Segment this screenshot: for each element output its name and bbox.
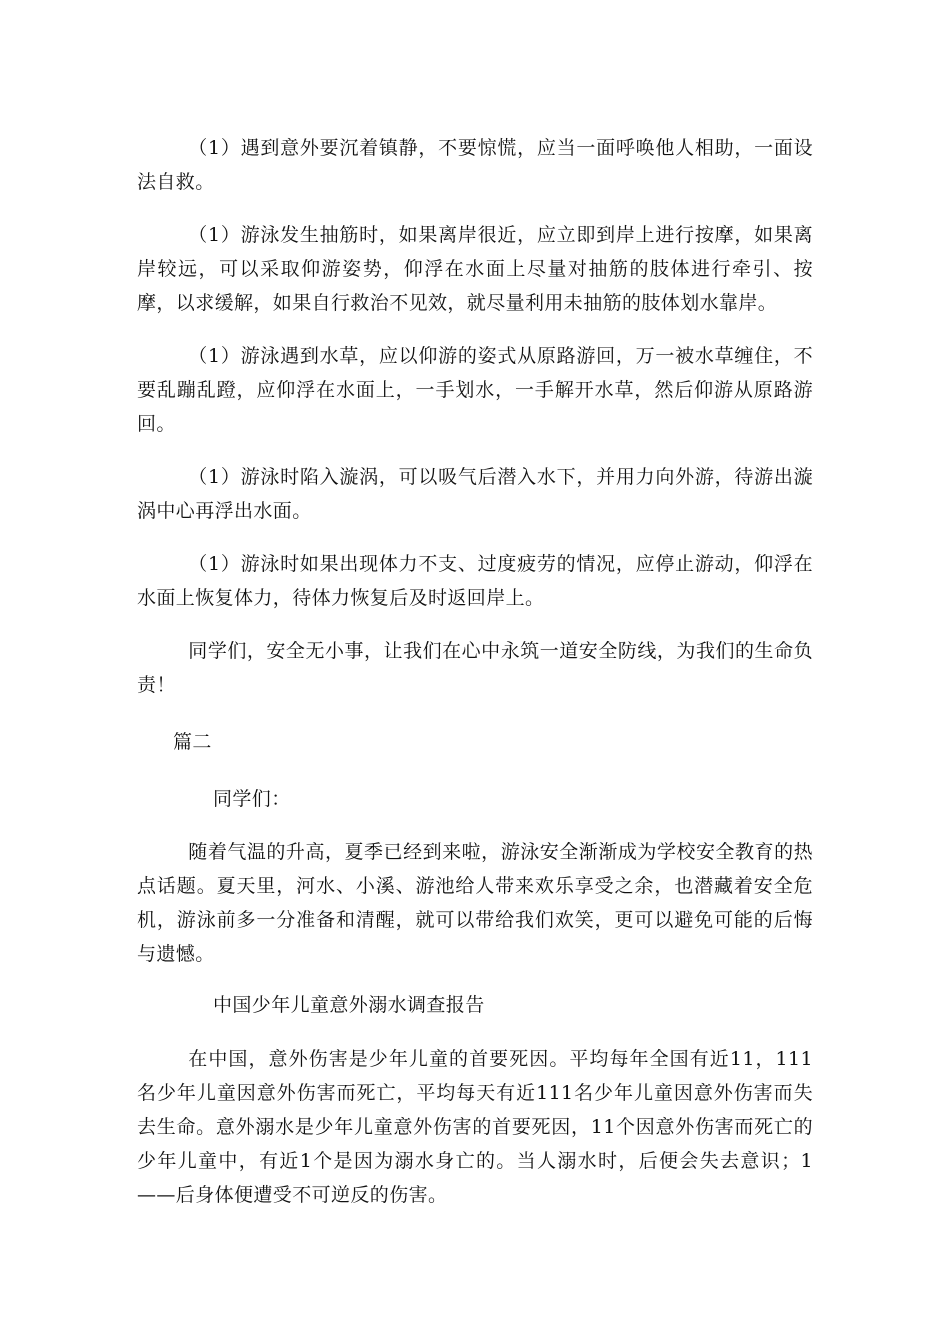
paragraph-report: 在中国，意外伤害是少年儿童的首要死因。平均每年全国有近11，111名少年儿童因意外伤害而死亡，平均每天有近111名少年儿童因意外伤害而失去生命。意外溺水是少年儿童意外伤害的首要死因，11个因意外伤害而死亡的少年儿童中，有近1个是因为溺水身亡的。当人溺水时，后便会失去意识；1——后身体便遭受不可逆反的伤害。 — [137, 1048, 813, 1206]
greeting: 同学们： — [213, 788, 291, 810]
paragraph-water-weeds: （1）游泳遇到水草，应以仰游的姿式从原路游回，万一被水草缠住，不要乱蹦乱蹬，应仰浮在水面上，一手划水，一手解开水草，然后仰游从原路游回。 — [137, 345, 813, 435]
section-heading: 篇二 — [173, 731, 212, 753]
paragraph-closing: 同学们，安全无小事，让我们在心中永筑一道安全防线，为我们的生命负责！ — [137, 640, 813, 696]
paragraph-fatigue: （1）游泳时如果出现体力不支、过度疲劳的情况，应停止游动，仰浮在水面上恢复体力，待体力恢复后及时返回岸上。 — [137, 553, 813, 609]
report-title: 中国少年儿童意外溺水调查报告 — [213, 994, 485, 1016]
paragraph-intro: 随着气温的升高，夏季已经到来啦，游泳安全渐渐成为学校安全教育的热点话题。夏天里，河水、小溪、游池给人带来欢乐享受之余，也潜藏着安全危机，游泳前多一分准备和清醒，就可以带给我们欢笑，更可以避免可能的后悔与遗憾。 — [137, 841, 813, 965]
paragraph-cramp: （1）游泳发生抽筋时，如果离岸很近，应立即到岸上进行按摩，如果离岸较远，可以采取仰游姿势，仰浮在水面上尽量对抽筋的肢体进行牵引、按摩，以求缓解，如果自行救治不见效，就尽量利用未抽筋的肢体划水靠岸。 — [137, 224, 813, 314]
paragraph-calm-self-rescue: （1）遇到意外要沉着镇静，不要惊慌，应当一面呼唤他人相助，一面设法自救。 — [137, 137, 813, 193]
paragraph-whirlpool: （1）游泳时陷入漩涡，可以吸气后潜入水下，并用力向外游，待游出漩涡中心再浮出水面。 — [137, 466, 813, 522]
